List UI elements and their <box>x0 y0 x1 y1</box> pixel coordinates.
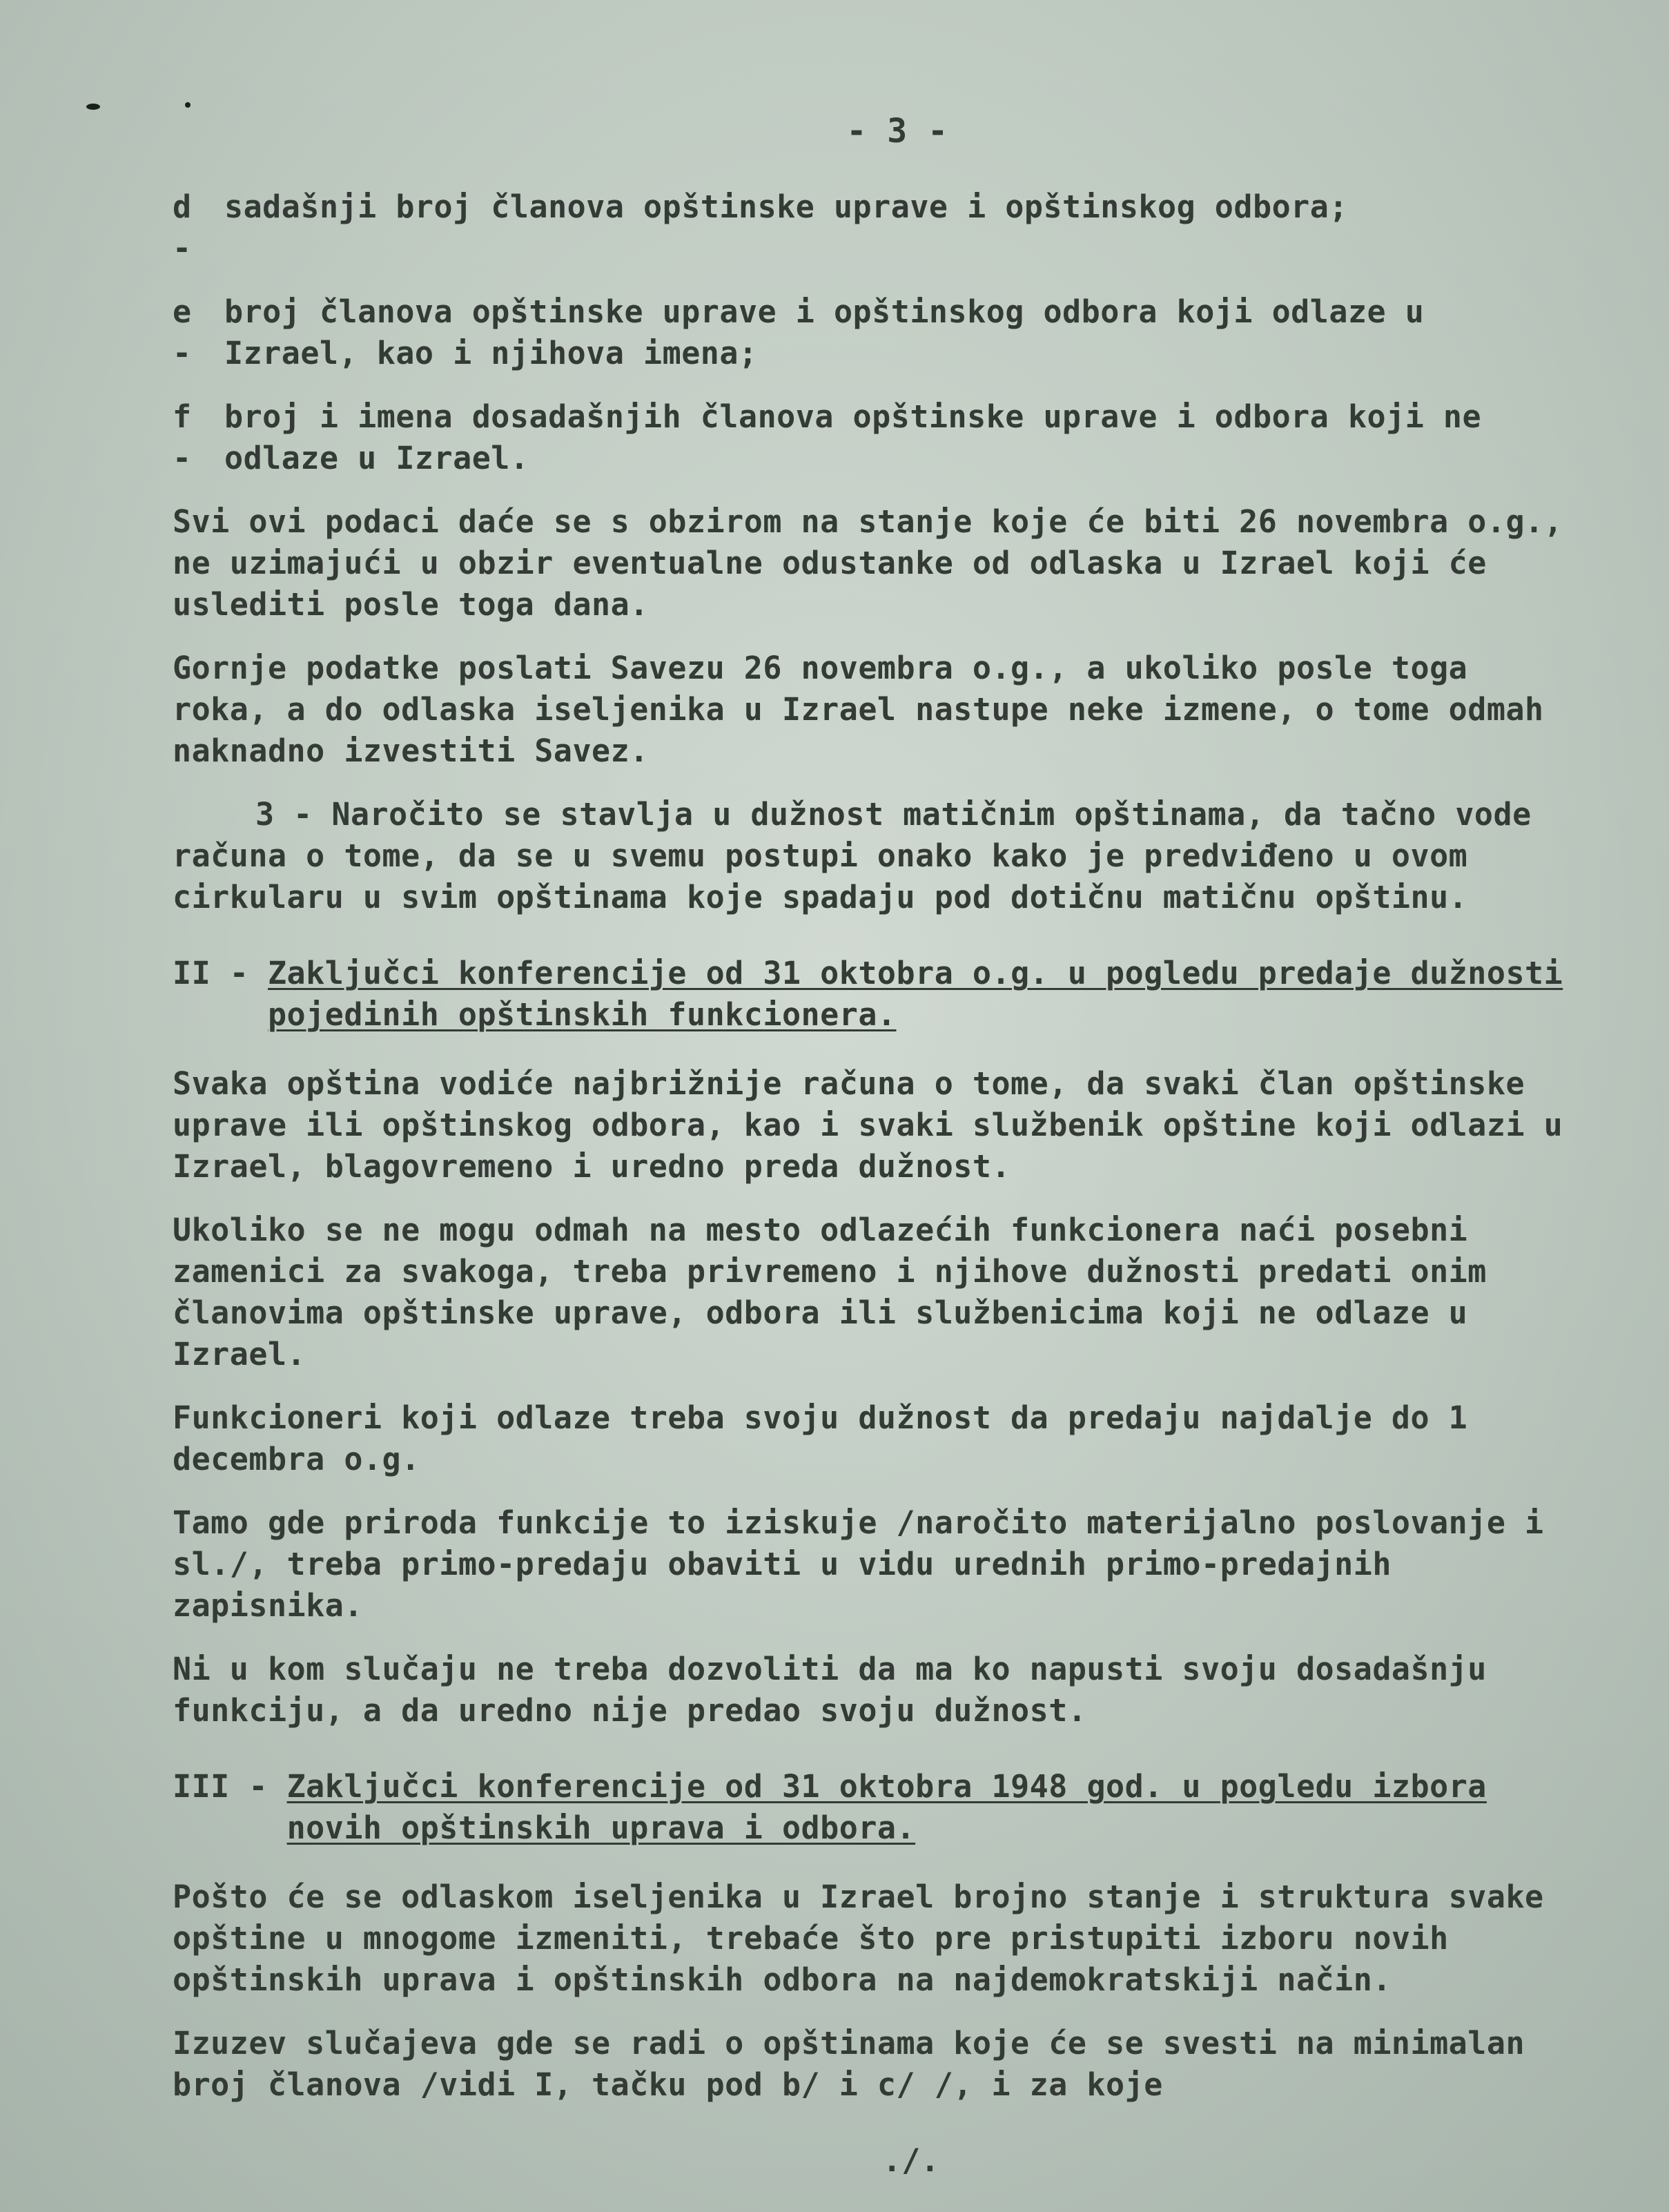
paragraph-point-3: 3 - Naročito se stavlja u dužnost matičnim opštinama, da tačno vode računa o tome, da se u svemu postupi onako kako je predviđeno u ovom cirkularu u svim opštinama koje spadaju pod dotičnu matičnu opštinu. <box>173 796 1532 915</box>
list-item-text: broj i imena dosadašnjih članova opštinske uprave i odbora koji ne odlaze u Izrael. <box>224 398 1482 476</box>
section-number: II - <box>173 955 268 991</box>
section-title: Zaključci konferencije od 31 oktobra 1948 god. u pogledu izbora novih opštinskih uprava i odbora. <box>286 1768 1487 1846</box>
list-item-f <box>173 396 1567 479</box>
list-item-letter: d - <box>173 188 192 266</box>
section-heading-2 <box>173 953 1567 1036</box>
section-heading-3 <box>173 1766 1567 1849</box>
list-item-d <box>173 186 1567 269</box>
paragraph-data-date: Svi ovi podaci daće se s obzirom na stanje koje će biti 26 novembra o.g., ne uzimajući u obzir eventualne odustanke od odlaska u Izrael koji će uslediti posle toga dana. <box>173 503 1563 623</box>
paragraph-no-abandon: Ni u kom slučaju ne treba dozvoliti da ma ko napusti svoju dosadašnju funkciju, a da uredno nije predao svoju dužnost. <box>173 1651 1487 1729</box>
list-item-text: broj članova opštinske uprave i opštinskog odbora koji odlaze u Izrael, kao i njihova imena; <box>224 293 1425 371</box>
scan-artifact-mark <box>86 104 100 110</box>
continuation-mark: ./. <box>882 2142 940 2179</box>
section-number: III - <box>173 1768 287 1805</box>
list-item-letter: f - <box>173 398 192 476</box>
paragraph-handover-duty: Svaka opština vodiće najbrižnije računa o tome, da svaki član opštinske uprave ili opštinskog odbora, kao i svaki službenik opštine koji odlazi u Izrael, blagovremeno i uredno preda dužnost. <box>173 1065 1563 1185</box>
paragraph-exceptions: Izuzev slučajeva gde se radi o opštinama koje će se svesti na minimalan broj članova /vidi I, tačku pod b/ i c/ /, i za koje <box>173 2025 1525 2103</box>
page-number: - 3 - <box>846 112 948 151</box>
paragraph-substitutes: Ukoliko se ne mogu odmah na mesto odlazećih funkcionera naći posebni zamenici za svakoga, treba privremeno i njihove dužnosti predati onim članovima opštinske uprave, odbora ili službenicima koji ne odlaze u Izrael. <box>173 1212 1487 1372</box>
paragraph-deadline: Funkcioneri koji odlaze treba svoju dužnost da predaju najdalje do 1 decembra o.g. <box>173 1399 1468 1477</box>
paragraph-new-elections: Pošto će se odlaskom iseljenika u Izrael brojno stanje i struktura svake opštine u mnogome izmeniti, trebaće što pre pristupiti izboru novih opštinskih uprava i opštinskih odbora na najdemokratskiji način. <box>173 1879 1544 1998</box>
list-item-letter: e - <box>173 293 192 371</box>
list-item-text: sadašnji broj članova opštinske uprave i opštinskog odbora; <box>224 188 1348 225</box>
paragraph-handover-records: Tamo gde priroda funkcije to iziskuje /naročito materijalno poslovanje i sl./, treba primo-predaju obaviti u vidu urednih primo-predajnih zapisnika. <box>173 1504 1544 1624</box>
list-item-e <box>173 291 1567 374</box>
document-body <box>173 110 1567 2182</box>
scan-artifact-dot <box>185 102 191 108</box>
section-title: Zaključci konferencije od 31 oktobra o.g. u pogledu predaje dužnosti pojedinih opštinskih funkcionera. <box>267 955 1563 1033</box>
paragraph-send-data: Gornje podatke poslati Savezu 26 novembra o.g., a ukoliko posle toga roka, a do odlaska iseljenika u Izrael nastupe neke izmene, o tome odmah naknadno izvestiti Savez. <box>173 650 1544 769</box>
